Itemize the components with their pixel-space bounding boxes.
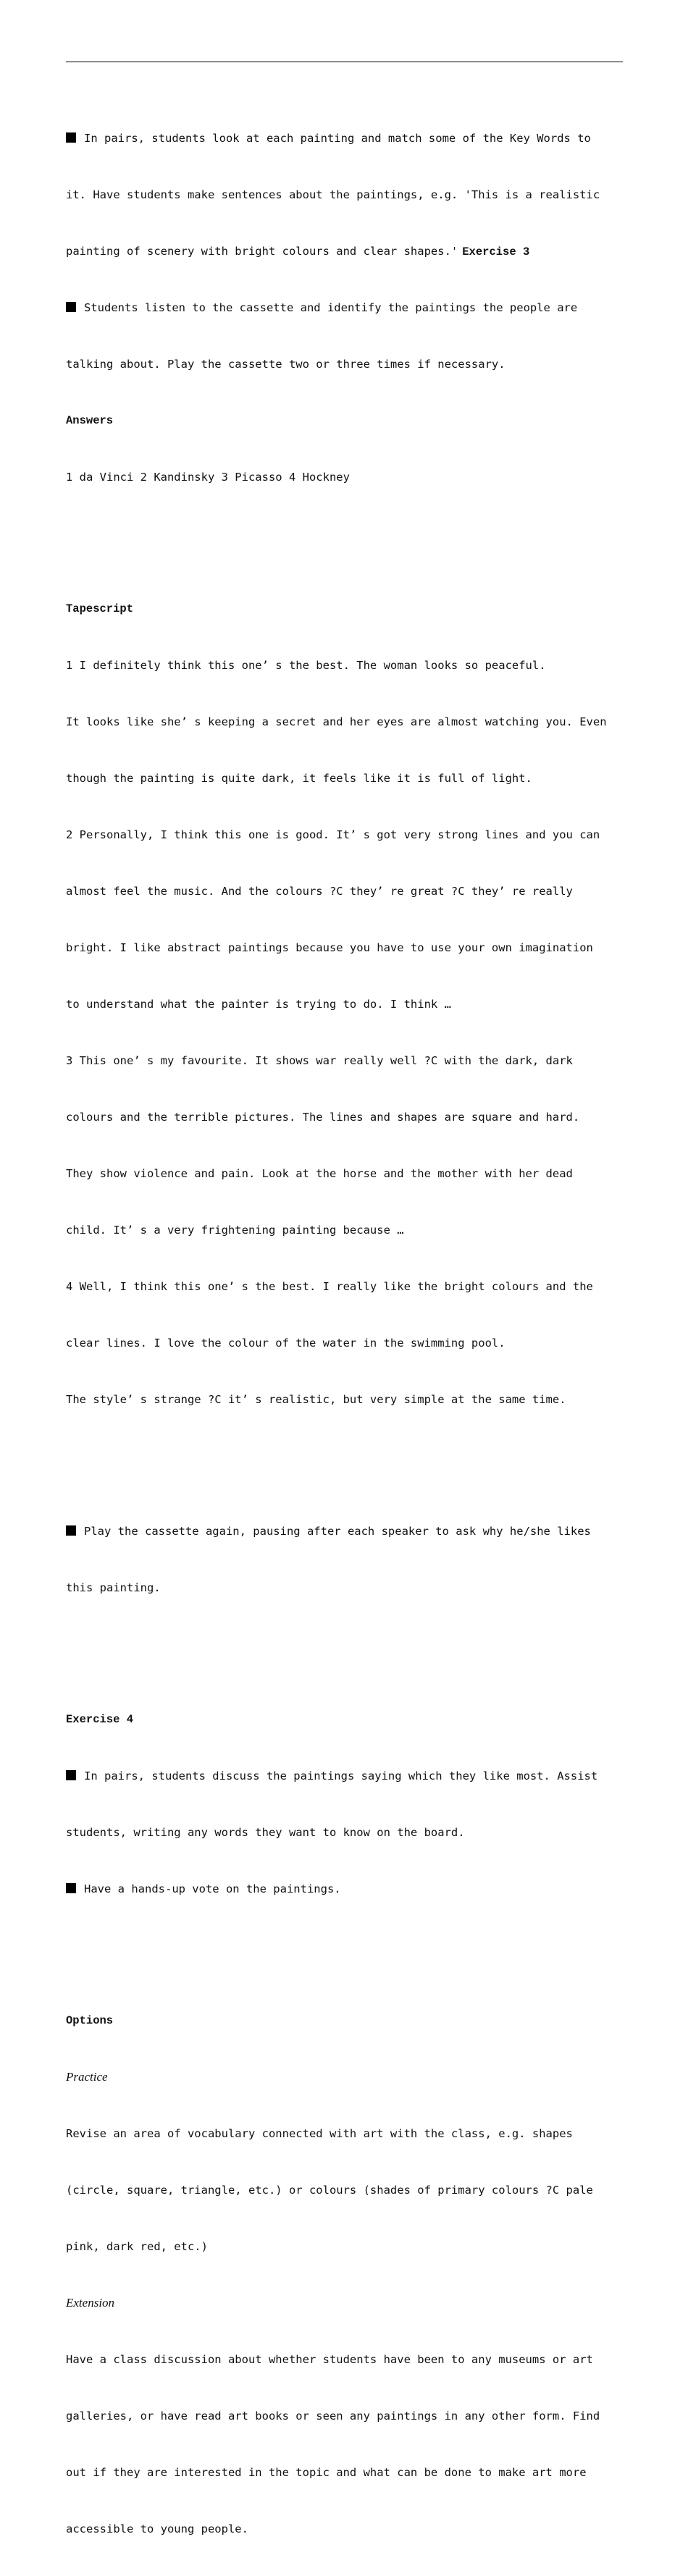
square-bullet-icon [66, 1770, 76, 1780]
text-line: In pairs, students discuss the paintings saying which they like most. Assist [66, 1767, 627, 1785]
document-body [66, 72, 627, 2576]
tapescript-line: colours and the terrible pictures. The lines and shapes are square and hard. [66, 1111, 580, 1124]
text-line: pink, dark red, etc.) [66, 2240, 208, 2253]
text-line: Students listen to the cassette and identify the paintings the people are [66, 298, 627, 317]
blank-line [66, 524, 627, 543]
exercise-3-heading: Exercise 3 [462, 245, 530, 258]
tapescript-line: 2 Personally, I think this one is good. It’ s got very strong lines and you can [66, 828, 600, 841]
blank-line [66, 1936, 627, 1955]
tapescript-line: bright. I like abstract paintings because you have to use your own imagination [66, 941, 593, 954]
tapescript-line: 4 Well, I think this one’ s the best. I really like the bright colours and the [66, 1280, 593, 1293]
tapescript-line: They show violence and pain. Look at the horse and the mother with her dead [66, 1167, 573, 1180]
blank-line [66, 1447, 627, 1465]
tapescript-line: 1 I definitely think this one’ s the best. The woman looks so peaceful. [66, 659, 546, 672]
text-line: accessible to young people. [66, 2522, 248, 2535]
text-line: this painting. [66, 1581, 161, 1594]
tapescript-line: The style’ s strange ?C it’ s realistic, but very simple at the same time. [66, 1393, 566, 1406]
text-line: students, writing any words they want to know on the board. [66, 1826, 465, 1839]
options-heading: Options [66, 2014, 114, 2027]
tapescript-line: It looks like she’ s keeping a secret and her eyes are almost watching you. Even [66, 715, 607, 728]
tapescript-line: almost feel the music. And the colours ?C they’ re great ?C they’ re really [66, 885, 573, 898]
tapescript-line: child. It’ s a very frightening painting because … [66, 1224, 404, 1237]
text-line: out if they are interested in the topic and what can be done to make art more [66, 2466, 587, 2479]
answers-heading: Answers [66, 414, 114, 427]
practice-label: Practice [66, 2070, 108, 2084]
text-line: Revise an area of vocabulary connected with art with the class, e.g. shapes [66, 2127, 573, 2140]
square-bullet-icon [66, 1525, 76, 1536]
exercise-4-heading: Exercise 4 [66, 1713, 134, 1726]
tapescript-line: though the painting is quite dark, it feels like it is full of light. [66, 772, 532, 785]
tapescript-line: 3 This one’ s my favourite. It shows war really well ?C with the dark, dark [66, 1054, 573, 1067]
text-line: it. Have students make sentences about the paintings, e.g. 'This is a realistic [66, 188, 600, 201]
answers-line: 1 da Vinci 2 Kandinsky 3 Picasso 4 Hockney [66, 471, 350, 484]
square-bullet-icon [66, 302, 76, 312]
square-bullet-icon [66, 1883, 76, 1893]
text-line: (circle, square, triangle, etc.) or colours (shades of primary colours ?C pale [66, 2184, 593, 2197]
tapescript-heading: Tapescript [66, 602, 134, 615]
text-line: talking about. Play the cassette two or three times if necessary. [66, 358, 505, 371]
text-line: Have a hands-up vote on the paintings. [66, 1880, 627, 1898]
blank-line [66, 1635, 627, 1654]
text-line: Have a class discussion about whether students have been to any museums or art [66, 2353, 593, 2366]
tapescript-line: to understand what the painter is trying to do. I think … [66, 998, 451, 1011]
tapescript-line: clear lines. I love the colour of the water in the swimming pool. [66, 1337, 505, 1350]
text-line: Play the cassette again, pausing after each speaker to ask why he/she likes [66, 1522, 627, 1541]
square-bullet-icon [66, 132, 76, 143]
text-line: In pairs, students look at each painting and match some of the Key Words to [66, 129, 627, 148]
text-line: painting of scenery with bright colours and clear shapes.' Exercise 3 [66, 245, 530, 258]
extension-label: Extension [66, 2296, 115, 2310]
text-line: galleries, or have read art books or seen any paintings in any other form. Find [66, 2409, 600, 2423]
